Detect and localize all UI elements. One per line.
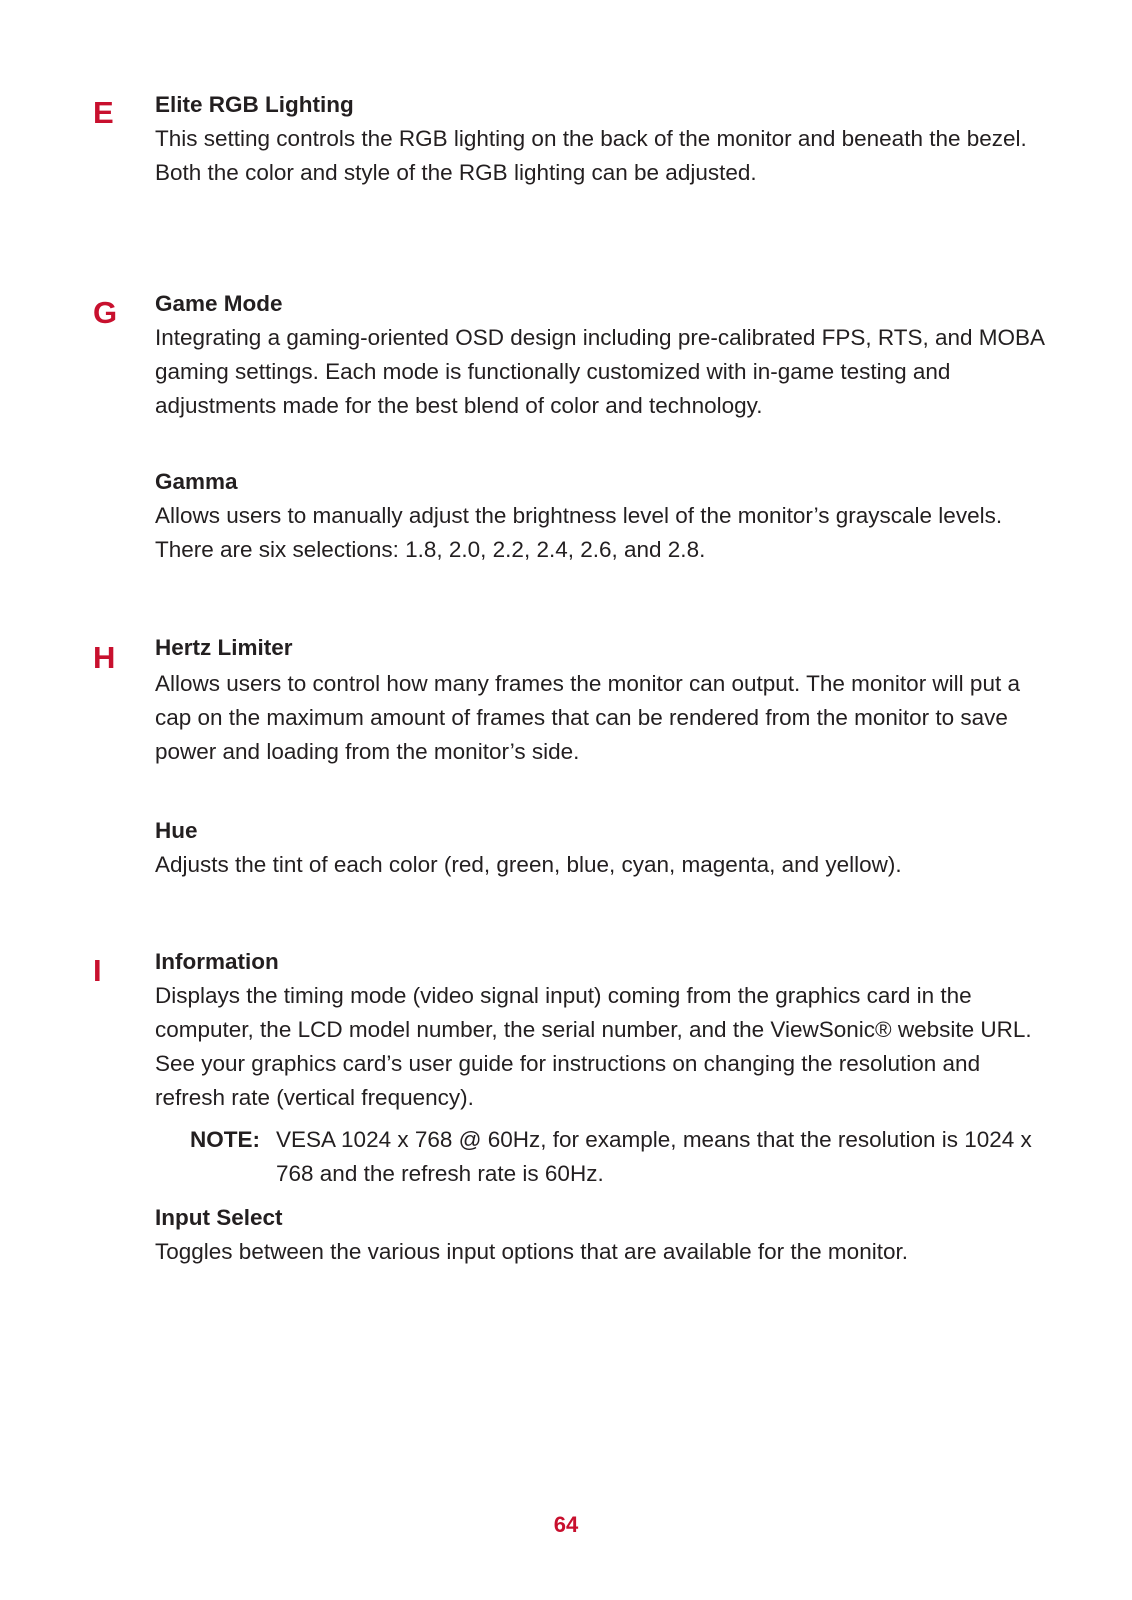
entry-title: Elite RGB Lighting [155, 92, 354, 117]
section-letter-g: G [93, 295, 118, 330]
section-letter-i: I [93, 953, 102, 988]
note-label: NOTE: [190, 1127, 260, 1152]
entry-title: Game Mode [155, 291, 283, 316]
entry-text: Allows users to manually adjust the brightness level of the monitor’s grayscale levels. There are six selections: 1.8, 2.0, 2.2, 2.4, 2.6, and 2.8. [155, 503, 1003, 562]
page-number: 64 [553, 1512, 579, 1537]
entry-text: Integrating a gaming-oriented OSD design including pre-calibrated FPS, RTS, and MOBA gaming settings. Each mode is functionally customized with in-game testing and adjustments made for the best blend of color and technology. [155, 325, 1044, 418]
entry-title: Gamma [155, 469, 238, 494]
entry-title: Hue [155, 818, 198, 843]
entry-elite-rgb-lighting [155, 88, 1055, 190]
entry-input-select [155, 1201, 1055, 1269]
entry-gamma [155, 465, 1055, 567]
entry-text: This setting controls the RGB lighting on the back of the monitor and beneath the bezel. Both the color and style of the RGB lighting can be adjusted. [155, 126, 1027, 185]
section-letter-e: E [93, 95, 114, 130]
note [190, 1123, 1050, 1191]
entry-hertz-limiter [155, 631, 1055, 769]
entry-game-mode [155, 287, 1055, 423]
entry-hue [155, 814, 1055, 882]
entry-text: Toggles between the various input options that are available for the monitor. [155, 1239, 908, 1264]
note-text: VESA 1024 x 768 @ 60Hz, for example, means that the resolution is 1024 x 768 and the refresh rate is 60Hz. [276, 1127, 1032, 1186]
section-letter-h: H [93, 640, 116, 675]
entry-title: Hertz Limiter [155, 635, 293, 660]
entry-information [155, 945, 1055, 1115]
entry-text: Adjusts the tint of each color (red, green, blue, cyan, magenta, and yellow). [155, 852, 902, 877]
entry-title: Input Select [155, 1205, 283, 1230]
entry-text: Allows users to control how many frames the monitor can output. The monitor will put a cap on the maximum amount of frames that can be rendered from the monitor to save power and loading from the monitor’s side. [155, 671, 1020, 764]
entry-text: Displays the timing mode (video signal input) coming from the graphics card in the computer, the LCD model number, the serial number, and the ViewSonic® website URL. See your graphics card’s user guide for instructions on changing the resolution and refresh rate (vertical frequency). [155, 983, 1032, 1110]
entry-title: Information [155, 949, 279, 974]
